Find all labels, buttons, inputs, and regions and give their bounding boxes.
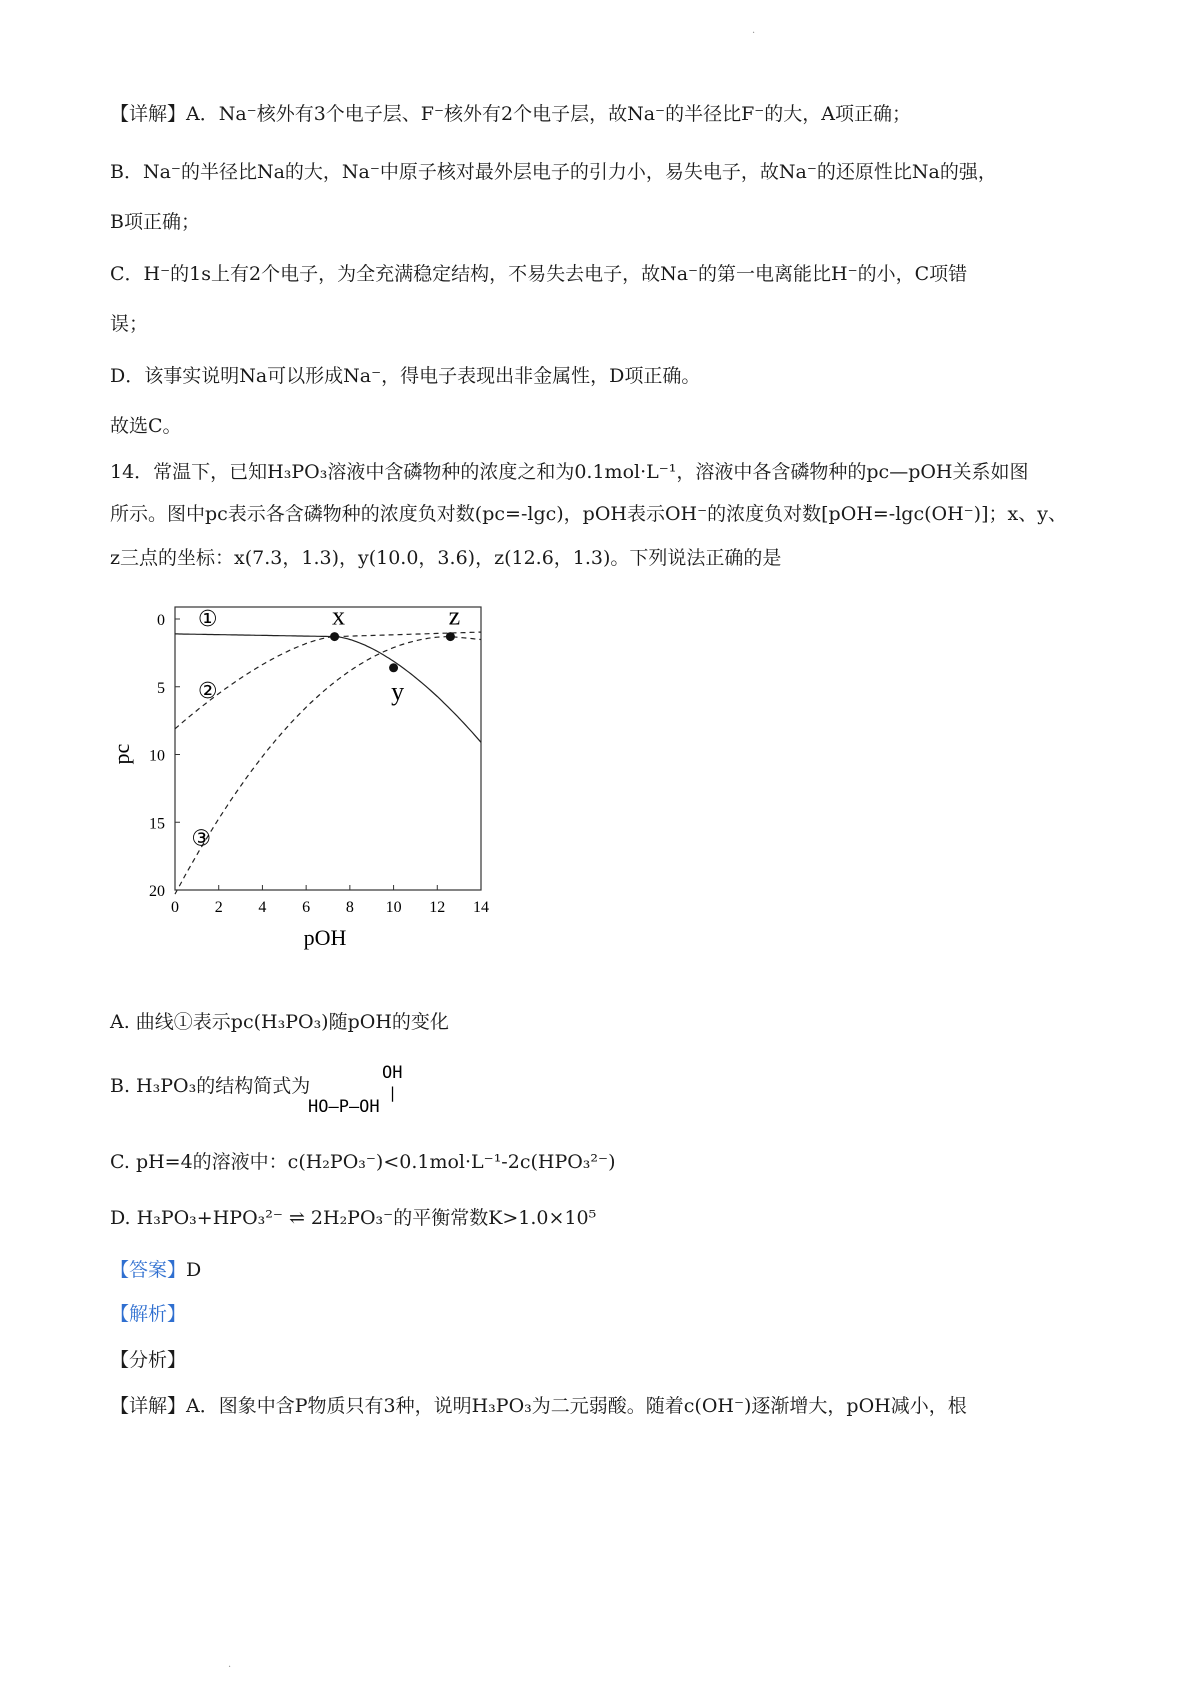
chart-curves (175, 607, 481, 894)
x-tick-label: 12 (429, 899, 446, 916)
para-detail-a: 【详解】A．Na⁻核外有3个电子层、F⁻核外有2个电子层，故Na⁻的半径比F⁻的大，A项正确； (110, 103, 912, 125)
answer-label: 【答案】 (110, 1259, 187, 1281)
structure-main: HO—P—OH (308, 1097, 380, 1117)
answer-line (110, 1256, 201, 1284)
para-detail-b: B．Na⁻的半径比Na的大，Na⁻中原子核对最外层电子的引力小，易失电子，故Na⁻的还原性比Na的强， (110, 161, 997, 183)
option-c: C. pH=4的溶液中：c(H₂PO₃⁻)<0.1mol·L⁻¹-2c(HPO₃²⁻) (110, 1151, 616, 1173)
data-point-x (330, 632, 339, 641)
structure-bond: | (388, 1084, 398, 1102)
structure-top: OH (382, 1063, 403, 1083)
x-tick-label: 6 (302, 899, 311, 916)
question-14-line2: 所示。图中pc表示各含磷物种的浓度负对数(pc=-lgc)，pOH表示OH⁻的浓度负对数[pOH=-lgc(OH⁻)]；x、y、 (110, 503, 1067, 525)
answer-value: D (186, 1259, 202, 1281)
y-tick-label: 5 (157, 679, 165, 697)
analysis-label: 【解析】 (110, 1303, 187, 1325)
y-tick-label: 20 (149, 883, 165, 900)
x-tick-label: 10 (385, 899, 402, 916)
x-tick-label: 14 (473, 899, 489, 916)
pc-poh-chart (105, 570, 505, 950)
bottom-dot: · (228, 1662, 232, 1673)
x-tick-label: 2 (214, 899, 223, 916)
option-a: A. 曲线①表示pc(H₃PO₃)随pOH的变化 (110, 1011, 449, 1033)
curve-label: ③ (191, 826, 212, 852)
question-14-line3: z三点的坐标：x(7.3，1.3)，y(10.0，3.6)，z(12.6，1.3)。下列说法正确的是 (110, 547, 782, 569)
fenxi-label: 【分析】 (110, 1349, 187, 1371)
curve-1-solid (175, 634, 335, 637)
detail-line: 【详解】A．图象中含P物质只有3种，说明H₃PO₃为二元弱酸。随着c(OH⁻)逐渐增大，pOH减小，根 (110, 1395, 967, 1417)
question-14-line1: 14．常温下，已知H₃PO₃溶液中含磷物种的浓度之和为0.1mol·L⁻¹，溶液中各含磷物种的pc—pOH关系如图 (110, 461, 1029, 483)
y-tick-label: 0 (157, 612, 165, 629)
curve-2-solid (335, 637, 481, 743)
chart-ticks (149, 612, 489, 916)
para-conclusion: 故选C。 (110, 415, 182, 437)
x-tick-label: 4 (258, 899, 267, 916)
point-label-x: x (332, 601, 346, 631)
option-d: D. H₃PO₃+HPO₃²⁻ ⇌ 2H₂PO₃⁻的平衡常数K>1.0×10⁵ (110, 1207, 597, 1229)
para-detail-b-cont: B项正确； (110, 211, 200, 233)
plot-frame (175, 607, 481, 890)
para-detail-d: D．该事实说明Na可以形成Na⁻，得电子表现出非金属性，D项正确。 (110, 365, 701, 387)
y-tick-label: 10 (149, 747, 165, 765)
point-label-y: y (391, 676, 405, 706)
curve-label: ② (197, 678, 218, 704)
x-tick-label: 0 (171, 899, 179, 916)
data-point-y (389, 663, 398, 672)
para-detail-c-cont: 误； (110, 313, 149, 335)
curve-1-dashed (335, 632, 481, 637)
curve-label: ① (197, 607, 218, 632)
curve-3-dashed (175, 637, 481, 895)
x-axis-label: pOH (303, 925, 347, 950)
top-dot: · (752, 28, 756, 39)
y-axis-label: pc (109, 743, 134, 765)
para-detail-c: C．H⁻的1s上有2个电子，为全充满稳定结构，不易失去电子，故Na⁻的第一电离能比H⁻的小，C项错 (110, 263, 968, 285)
option-b: B. H₃PO₃的结构简式为 (110, 1075, 311, 1097)
x-tick-label: 8 (345, 899, 354, 916)
y-tick-label: 15 (149, 815, 165, 833)
point-label-z: z (448, 601, 461, 631)
data-point-z (446, 632, 455, 641)
chart-points (330, 602, 460, 706)
